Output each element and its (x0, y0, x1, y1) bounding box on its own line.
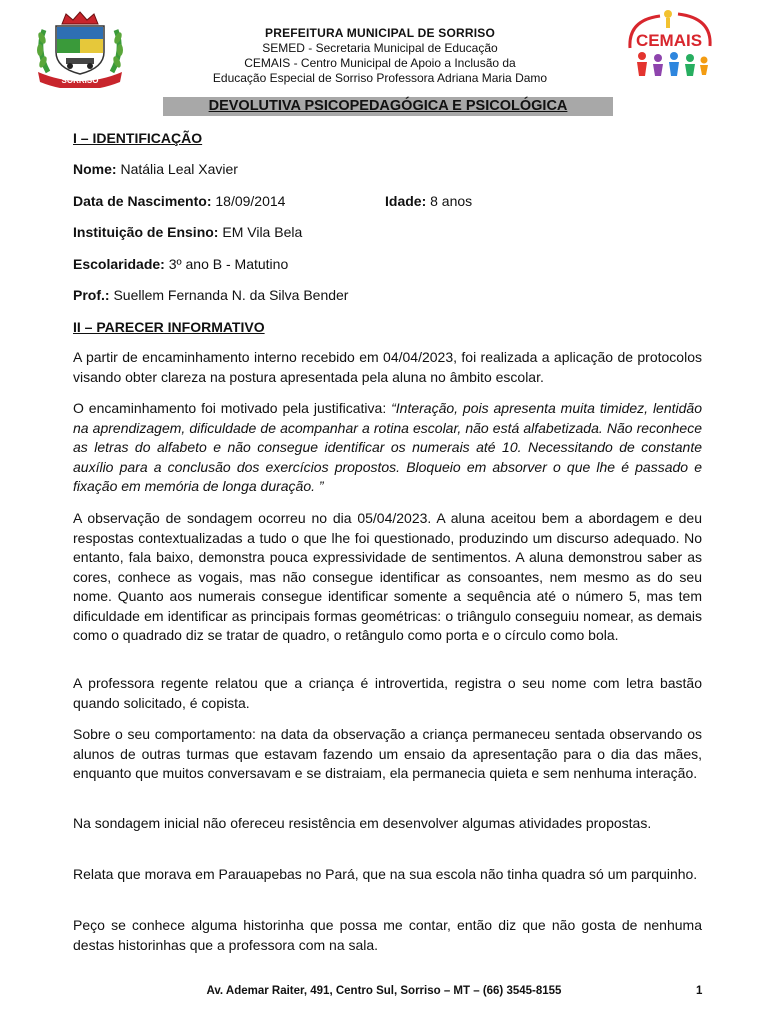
field-data-nascimento (73, 193, 285, 209)
field-nascimento-value: 18/09/2014 (211, 193, 286, 209)
paragraph-comportamento: Sobre o seu comportamento: na data da observação a criança permaneceu sentada observando os alunos de outras turmas que estavam fazendo um ensaio da apresentação para o dia das mães, enquanto que muitos conversavam e se distraiam, ela permanecia quieta e sem nenhuma interação. (73, 726, 702, 781)
field-nome (73, 161, 238, 177)
field-escolaridade-label: Escolaridade: (73, 256, 165, 272)
field-professora-value: Suellem Fernanda N. da Silva Bender (109, 287, 349, 303)
paragraph-sondagem: Na sondagem inicial não ofereceu resistência em desenvolver algumas atividades propostas. (73, 815, 652, 831)
letterhead-educacao: Educação Especial de Sorriso Professora Adriana Maria Damo (212, 71, 548, 85)
field-professora-label: Prof.: (73, 287, 110, 303)
seal-ribbon-text: SORRISO (61, 76, 99, 85)
letterhead-semed: SEMED - Secretaria Municipal de Educação (262, 41, 498, 55)
field-instituicao (73, 224, 302, 240)
paragraph-justificativa (73, 399, 702, 497)
paragraph-observacao: A observação de sondagem ocorreu no dia 05/04/2023. A aluna aceitou bem a abordagem e deu respostas contextualizadas a tudo o que lhe foi questionado, produzindo um discurso adequado. No entanto, fala baixo, demonstra pouca expressividade de sentimentos. A aluna demonstrou saber as cores, conhece as vogais, mas não consegue identificar as consoantes, nem mesmo as do seu nome. Quanto aos numerais consegue identificar somente a sequência até o número 5, mas tem dificuldade em identificar as principais formas geométricas: o triângulo conseguiu nomear, as demais como o quadrado diz se tratar de quadro, o retângulo como porta e o círculo como bola. (73, 510, 702, 643)
section-parecer-heading: II – PARECER INFORMATIVO (73, 319, 265, 335)
cemais-logo (620, 8, 718, 80)
field-nome-label: Nome: (73, 161, 117, 177)
page-number: 1 (696, 985, 703, 997)
field-escolaridade (73, 256, 288, 272)
footer-address: Av. Ademar Raiter, 491, Centro Sul, Sorriso – MT – (66) 3545-8155 (206, 985, 562, 997)
paragraph-relato: Relata que morava em Parauapebas no Pará, que na sua escola não tinha quadra só um parquinho. (73, 866, 698, 882)
section-identificacao-heading: I – IDENTIFICAÇÃO (73, 130, 203, 146)
letterhead (160, 26, 600, 86)
field-instituicao-label: Instituição de Ensino: (73, 224, 219, 240)
field-idade-value: 8 anos (426, 193, 473, 209)
field-nome-value: Natália Leal Xavier (116, 161, 238, 177)
paragraph-encaminhamento: A partir de encaminhamento interno recebido em 04/04/2023, foi realizada a aplicação de protocolos visando obter clareza na postura apresentada pela aluna no âmbito escolar. (73, 349, 702, 385)
justificativa-quote: “Interação, pois apresenta muita timidez, lentidão na aprendizagem, dificuldade de acompanhar a rotina escolar, não está alfabetizada. Não reconhece as letras do alfabeto e não consegue identificar os numerais até 10. Necessitando de constante auxílio para a conclusão dos exercícios propostos. Bloqueio em absorver o que lhe é passado e fixação em memória de longa duração. ” (73, 400, 702, 494)
field-idade-label: Idade: (385, 193, 427, 209)
sorriso-seal-logo (30, 10, 130, 88)
field-professora (73, 287, 348, 303)
paragraph-professora: A professora regente relatou que a criança é introvertida, registra o seu nome com letra bastão quando solicitado, é copista. (73, 675, 702, 711)
field-idade (385, 193, 472, 209)
field-escolaridade-value: 3º ano B - Matutino (164, 256, 289, 272)
letterhead-prefeitura: PREFEITURA MUNICIPAL DE SORRISO (265, 26, 495, 40)
letterhead-cemais: CEMAIS - Centro Municipal de Apoio a Inclusão da (244, 56, 516, 70)
document-title: DEVOLUTIVA PSICOPEDAGÓGICA E PSICOLÓGICA (163, 97, 613, 116)
justificativa-intro: O encaminhamento foi motivado pela justificativa: (73, 400, 392, 416)
paragraph-historinha: Peço se conhece alguma historinha que possa me contar, então diz que não gosta de nenhuma destas historinhas que a professora com na sala. (73, 917, 702, 953)
field-instituicao-value: EM Vila Bela (218, 224, 303, 240)
field-nascimento-label: Data de Nascimento: (73, 193, 212, 209)
cemais-logo-text: CEMAIS (635, 31, 703, 50)
